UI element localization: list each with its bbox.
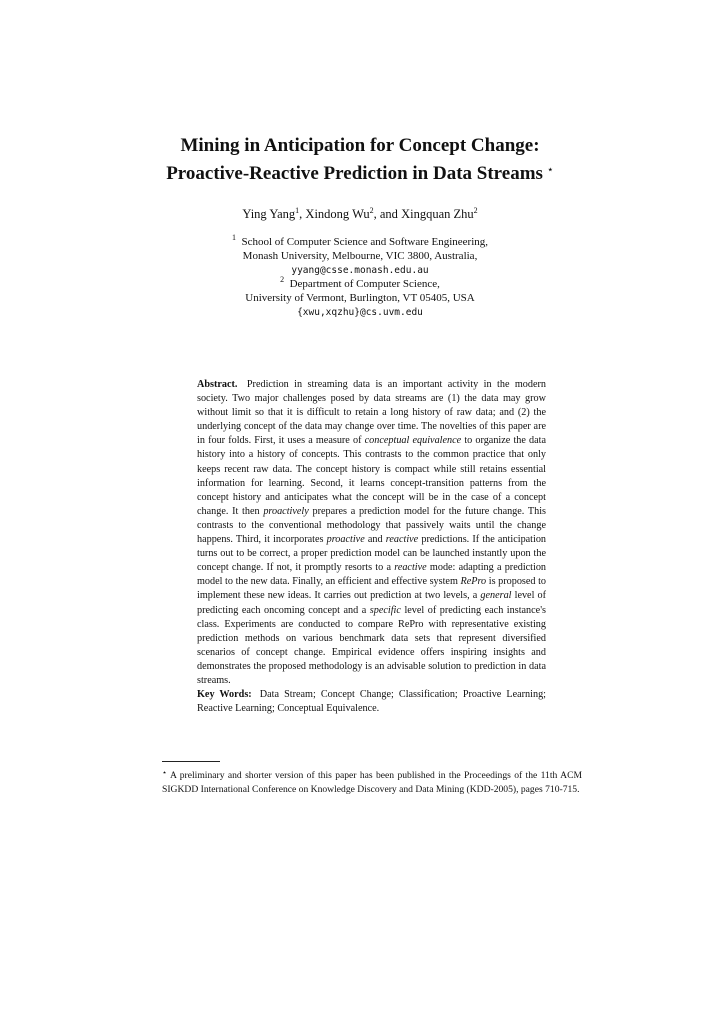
paper-title-line-2 [0,158,720,186]
paper-title-line-1 [0,134,720,158]
title-text-2: Proactive-Reactive Prediction in Data Streams [166,163,543,184]
abstract [197,378,546,688]
abstract-text: prepares a prediction model for the future change. This contrasts to the conventional methodology that passively waits until the change happens. Third, it incorporates [197,505,546,546]
keywords [197,688,546,716]
footnote [162,766,582,797]
abstract-text: Prediction in streaming data is an important activity in the modern society. Two major challenges posed by data streams are (1) the data may grow without limit so that it is difficult to retain a long history of raw data; and (2) the underlying concept of the data may change over time. The novelties of this paper are in four folds. First, it uses a measure of [197,379,546,447]
abstract-emphasis: specific [369,604,401,616]
author-3: Xingquan Zhu [401,207,474,221]
abstract-emphasis: proactively [263,505,309,517]
affiliation-2-line-2 [0,291,720,305]
title-footnote-marker: ⋆ [546,164,554,176]
affiliation-1-text-1: School of Computer Science and Software Engineering, [241,236,489,248]
abstract-emphasis: proactive [326,534,365,546]
title-text-1: Mining in Anticipation for Concept Change: [180,135,540,156]
affiliation-1-email [0,263,720,278]
abstract-emphasis: reactive [394,562,427,574]
abstract-text: is proposed to implement these new ideas. It carries out prediction at two levels, a [197,576,547,602]
abstract-text: level of predicting each oncoming concept and a [197,590,546,616]
affiliation-2-text-1: Department of Computer Science, [289,278,440,290]
email-2: {xwu,xqzhu}@cs.uvm.edu [297,307,423,318]
author-and: and [379,207,398,221]
email-1: yyang@csse.monash.edu.au [291,265,429,276]
affiliation-1-line-2 [0,249,720,263]
author-2-affil: 2 [369,206,374,215]
abstract-label: Abstract. [197,379,238,390]
keywords-text: Data Stream; Concept Change; Classification; Proactive Learning; Reactive Learning; Conceptual Equivalence. [197,689,546,715]
author-2: Xindong Wu [305,207,370,221]
abstract-text: predictions. If the anticipation turns out to be correct, a proper prediction model can be launched instantly upon the concept change. If not, it promptly resorts to a [197,534,547,574]
author-list: Ying Yang$^1$, Xindong Wu$^2$, and Xingquan Zhu$^2$ [242,206,478,221]
author-1-affil: 1 [295,206,300,215]
footnote-marker: ⋆ [162,768,168,777]
abstract-text: to organize the data history into a history of concepts. This contrasts to the common practice that only keeps recent raw data. The concept history is compact while still retains essential information for learning. Second, it learns concept-transition patterns from the concept history and anticipates what the concept will be in the case of a concept change. It then [197,435,547,517]
affiliation-2-text-2: University of Vermont, Burlington, VT 05405, USA [245,292,475,304]
keywords-label: Key Words: [197,689,252,700]
abstract-text: mode: adapting a prediction model to the new data. Finally, an efficient and effective system [197,562,547,588]
footnote-text: A preliminary and shorter version of this paper has been published in the Proceedings of the 11th ACM SIGKDD International Conference on Knowledge Discovery and Data Mining (KDD-2005), pages 710-715. [162,770,582,796]
affiliation-1-text-2: Monash University, Melbourne, VIC 3800, Australia, [242,250,478,262]
affiliation-2-number: 2 [280,275,285,284]
author-1: Ying Yang [242,207,296,221]
affiliation-2-line-1 [0,277,720,291]
abstract-emphasis: reactive [385,534,419,546]
abstract-text: level of predicting each instance's class. Experiments are conducted to compare RePro with representative existing prediction methods on various benchmark data sets that represent diversified scenarios of concept change. Empirical evidence offers inspiring insights and demonstrates the proposed methodology is an advisable solution to prediction in data streams. [197,604,546,686]
author-3-affil: 2 [473,206,478,215]
affiliation-1-line-1 [0,235,720,249]
abstract-emphasis: general [480,590,512,602]
abstract-text: and [367,534,383,546]
footnote-rule [162,761,220,762]
affiliation-1-number: 1 [231,233,236,242]
affiliation-2-email [0,305,720,320]
abstract-emphasis: conceptual equivalence [364,435,462,447]
abstract-emphasis: RePro [460,576,487,588]
